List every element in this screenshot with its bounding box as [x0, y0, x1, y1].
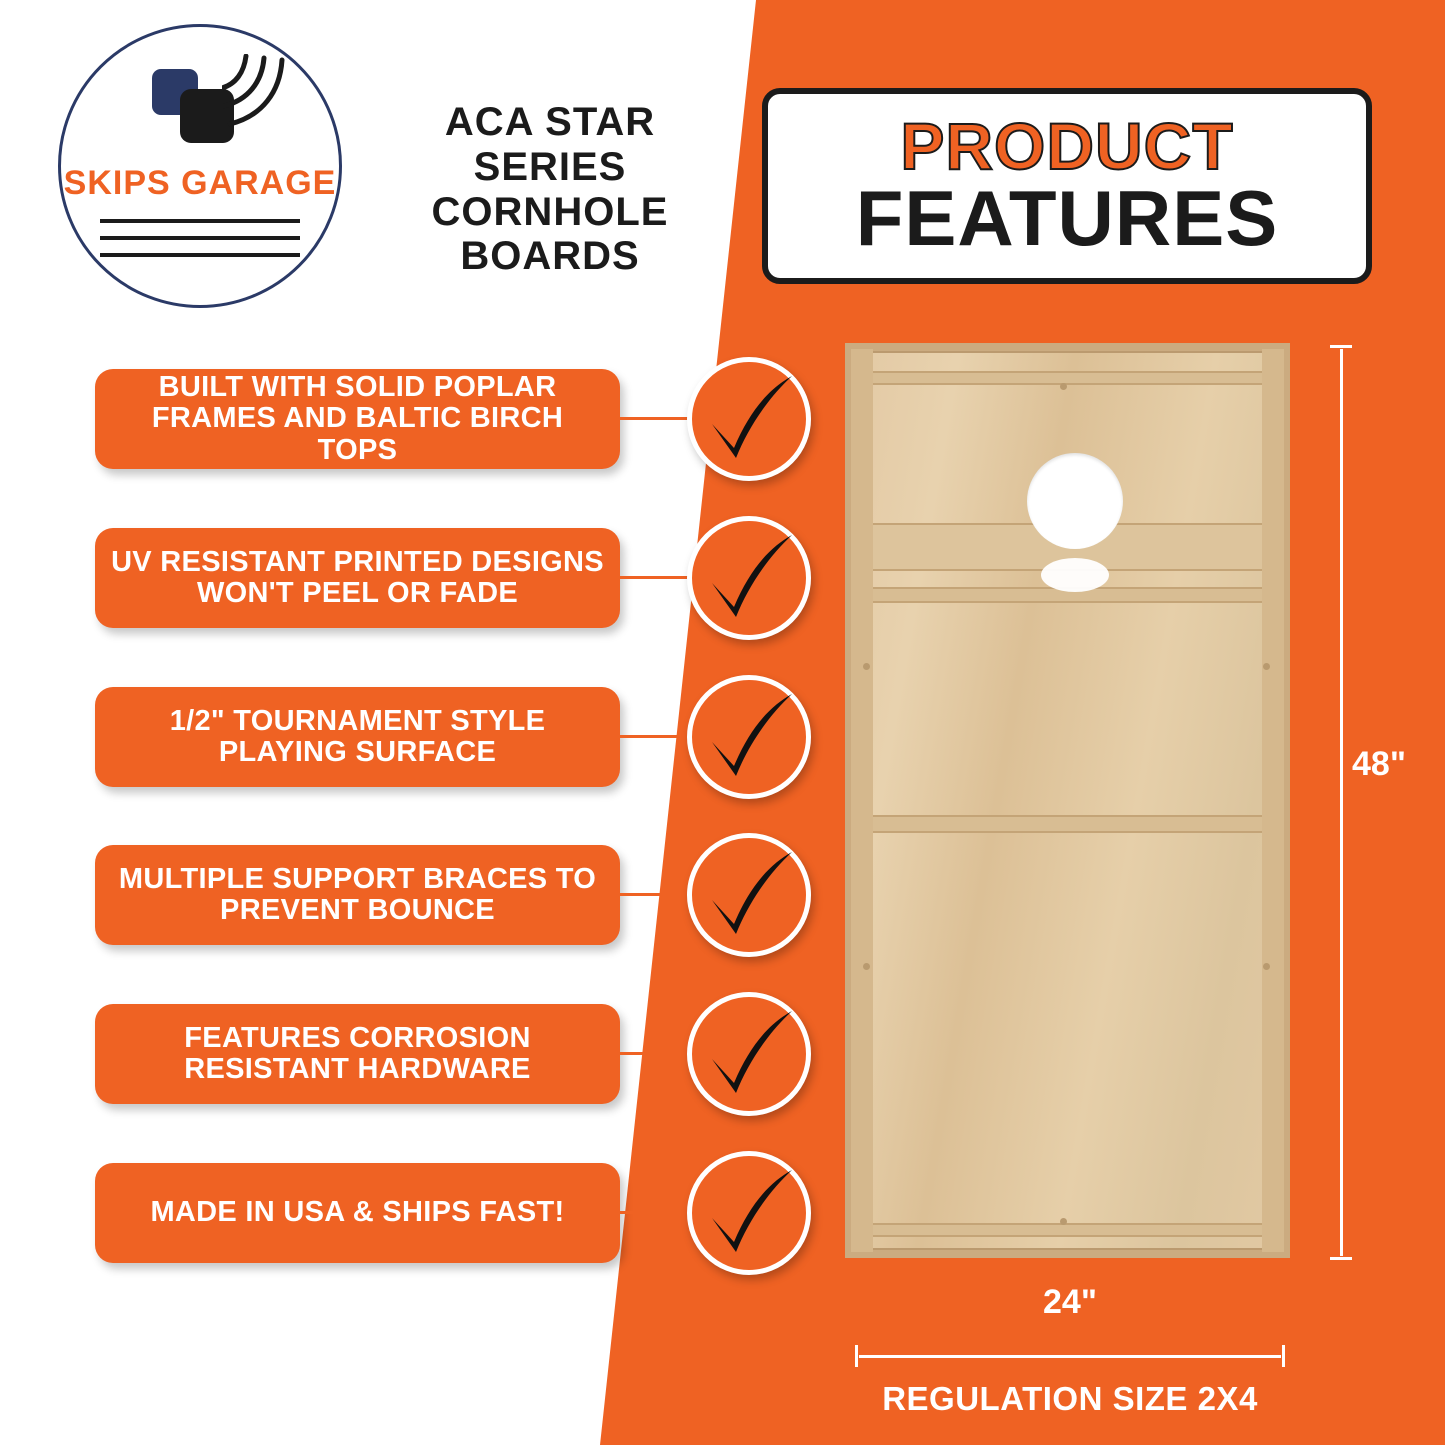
header-line-product: PRODUCT [900, 109, 1234, 184]
dimension-cap-top [1330, 345, 1352, 348]
dimension-shaft [859, 1355, 1281, 1358]
regulation-size-label: REGULATION SIZE 2X4 [882, 1380, 1258, 1417]
cornhole-board-illustration [845, 343, 1290, 1258]
feature-item [95, 681, 825, 811]
width-dimension-label: 24" [1043, 1283, 1097, 1321]
product-features-header [762, 88, 1372, 284]
feature-pill [95, 845, 620, 945]
height-dimension-arrow [1330, 345, 1352, 1260]
screw [1263, 963, 1270, 970]
check-badge [687, 1151, 811, 1275]
feature-label: MADE IN USA & SHIPS FAST! [150, 1196, 565, 1229]
logo-divider-2 [100, 236, 300, 240]
header-line-features: FEATURES [855, 174, 1279, 263]
check-badge [687, 833, 811, 957]
board-rail-bottom [873, 1223, 1262, 1237]
feature-label: MULTIPLE SUPPORT BRACES TO PREVENT BOUNCE [118, 862, 597, 926]
feature-item [95, 998, 825, 1128]
dimension-cap-bottom [1330, 1257, 1352, 1260]
board-rail-top [873, 371, 1262, 385]
board-rail-mid-2 [873, 815, 1262, 833]
feature-label: FEATURES CORROSION RESISTANT HARDWARE [184, 1021, 531, 1085]
dimension-cap-left [855, 1345, 858, 1367]
board-hole-shadow [1041, 558, 1109, 592]
board-stile-right [1262, 349, 1284, 1252]
motion-lines-icon [222, 54, 292, 132]
width-dimension-arrow [855, 1345, 1285, 1367]
screw [1263, 663, 1270, 670]
feature-label: 1/2" TOURNAMENT STYLE PLAYING SURFACE [169, 704, 546, 768]
logo-divider-3 [100, 253, 300, 257]
screw [863, 963, 870, 970]
feature-item [95, 1157, 825, 1287]
feature-pill [95, 369, 620, 469]
check-icon [692, 362, 806, 476]
feature-pill [95, 1004, 620, 1104]
feature-label: BUILT WITH SOLID POPLAR FRAMES AND BALTIC BIRCH TOPS [151, 371, 564, 466]
height-dimension-label: 48" [1352, 745, 1406, 783]
check-icon [692, 680, 806, 794]
board-hole [1027, 453, 1123, 549]
logo-divider-1 [100, 219, 300, 223]
product-title: ACA STAR SERIES CORNHOLE BOARDS [431, 100, 669, 279]
logo-wordmark: SKIPS GARAGE [63, 164, 337, 202]
check-icon [692, 838, 806, 952]
check-badge [687, 992, 811, 1116]
feature-pill [95, 687, 620, 787]
dimension-cap-right [1282, 1345, 1285, 1367]
check-badge [687, 357, 811, 481]
check-badge [687, 675, 811, 799]
feature-pill [95, 528, 620, 628]
feature-pill [95, 1163, 620, 1263]
screw [863, 663, 870, 670]
screw [1060, 383, 1067, 390]
feature-item [95, 522, 825, 652]
brand-logo [40, 14, 360, 319]
feature-item [95, 839, 825, 969]
check-icon [692, 997, 806, 1111]
screw [1060, 1218, 1067, 1225]
check-icon [692, 521, 806, 635]
feature-item [95, 363, 825, 493]
check-badge [687, 516, 811, 640]
board-stile-left [851, 349, 873, 1252]
check-icon [692, 1156, 806, 1270]
dimension-shaft [1340, 349, 1343, 1256]
feature-label: UV RESISTANT PRINTED DESIGNS WON'T PEEL OR FADE [111, 545, 604, 609]
